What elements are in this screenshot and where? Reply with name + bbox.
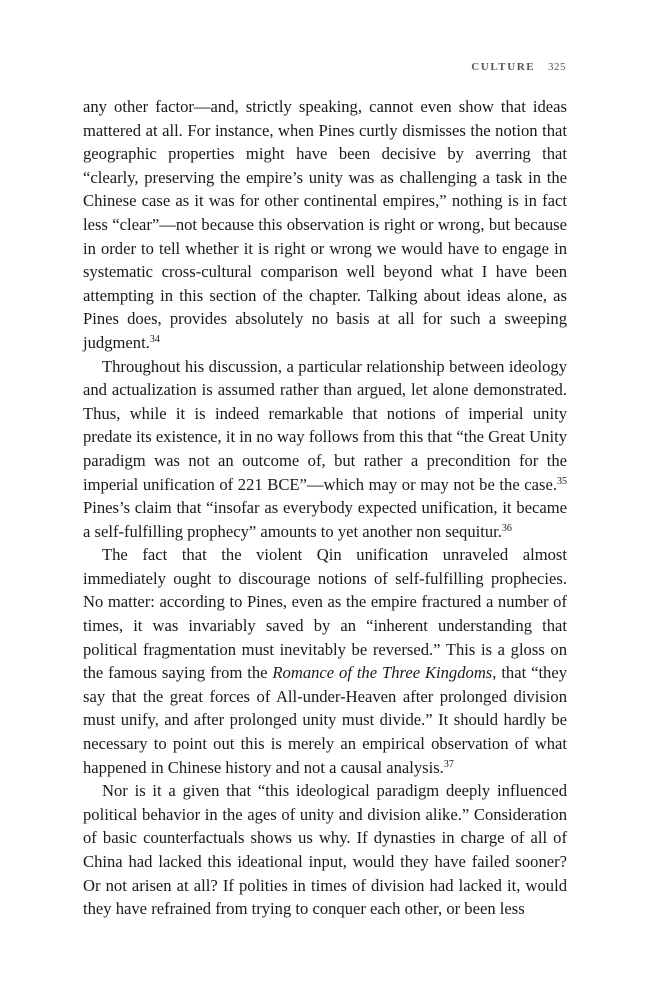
running-head-section: CULTURE (471, 61, 536, 73)
paragraph-3 (83, 543, 567, 779)
paragraph-text: Pines’s claim that “insofar as everybody expected unification, it became a self-fulfilling prophecy” amounts to yet another non sequitur. (83, 498, 567, 541)
body-text (83, 95, 567, 921)
paragraph-1 (83, 95, 567, 355)
page-number: 325 (548, 61, 566, 73)
footnote-ref-36[interactable]: 36 (501, 522, 512, 534)
paragraph-2 (83, 355, 567, 544)
paragraph-text: Throughout his discussion, a particular relationship between ideology and actualization is assumed rather than argued, let alone demonstrated. Thus, while it is indeed remarkable that notions of imperial unity predate its existence, it in no way follows from this that “the Great Unity paradigm was not an outcome of, but rather a precondition for the imperial unification of 221 BCE”—which may or may not be the case. (83, 356, 567, 494)
footnote-ref-35[interactable]: 35 (557, 475, 567, 487)
footnote-ref-37[interactable]: 37 (443, 758, 454, 770)
paragraph-text: any other factor—and, strictly speaking, cannot even show that ideas mattered at all. For instance, when Pines curtly dismisses the notion that geographic properties might have been decisive by averring that “clearly, preserving the empire’s unity was as challenging a task in the Chinese case as it was for other continental empires,” nothing is in fact less “clear”—not because this observation is right or wrong, but because in order to tell whether it is right or wrong we would have to engage in systematic cross-cultural comparison well beyond what I have been attempting in this section of the chapter. Talking about ideas alone, as Pines does, provides absolutely no basis at all for such a sweeping judgment. (83, 97, 567, 352)
paragraph-text: The fact that the violent Qin unification unraveled almost immediately ought to discourage notions of self-fulfilling prophecies. No matter: according to Pines, even as the empire fractured a number of times, it was invariably saved by an “inherent understanding that political fragmentation must inevitably be reversed.” This is a gloss on the famous saying from the (83, 545, 567, 683)
book-title: Romance of the Three Kingdoms (272, 663, 493, 683)
paragraph-4 (83, 779, 567, 921)
footnote-ref-34[interactable]: 34 (149, 333, 160, 345)
paragraph-text: Nor is it a given that “this ideological paradigm deeply influenced political behavior in the ages of unity and division alike.” Consideration of basic counterfactuals shows us why. If dynasties in charge of all of China had lacked this ideational input, would they have failed sooner? Or not arisen at all? If polities in times of division had lacked it, would they have refrained from trying to conquer each other, or been less (83, 781, 567, 919)
running-head (471, 60, 566, 74)
paragraph-text: , that “they say that the great forces of All-under-Heaven after prolonged division must unify, and after prolonged unity must divide.” It should hardly be necessary to point out this is merely an empirical observation of what happened in Chinese history and not a causal analysis. (83, 663, 568, 777)
